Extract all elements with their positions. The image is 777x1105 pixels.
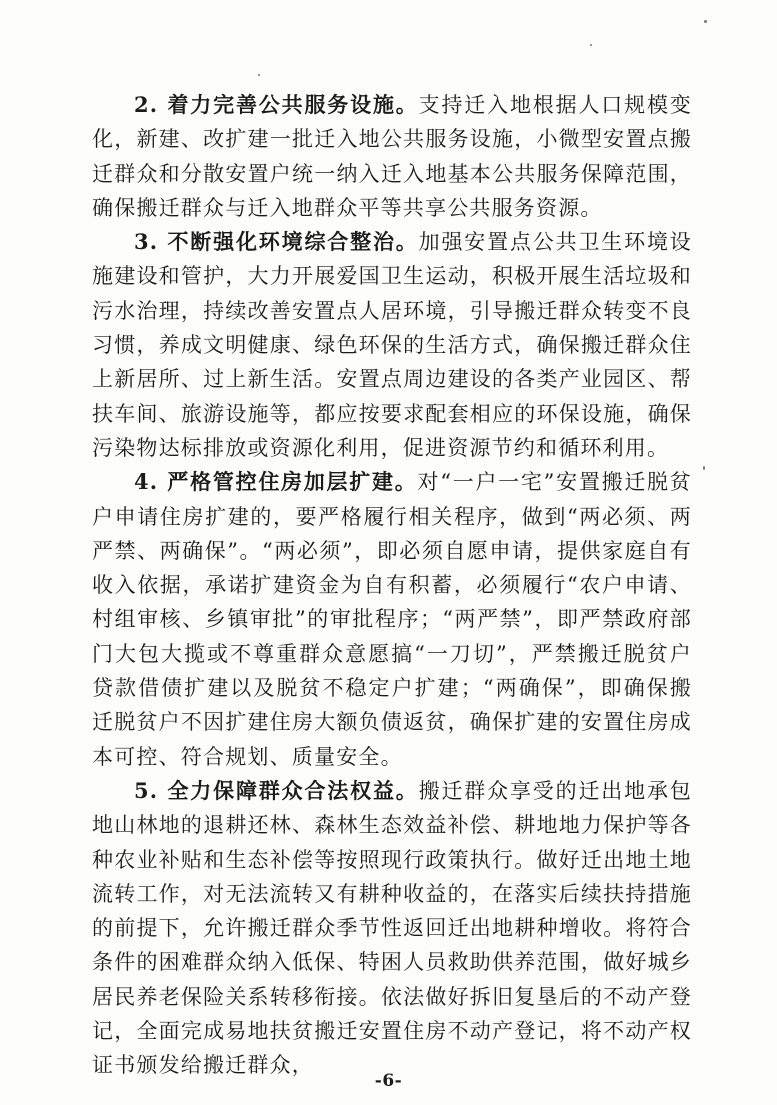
- paragraph-body: 加强安置点公共卫生环境设施建设和管护，大力开展爱国卫生运动，积极开展生活垃圾和污水治理，持续改善安置点人居环境，引导搬迁群众转变不良习惯，养成文明健康、绿色环保的生活方式，确保搬迁群众住上新居所、过上新生活。安置点周边建设的各类产业园区、帮扶车间、旅游设施等，都应按要求配套相应的环保设施，确保污染物达标排放或资源化利用，促进资源节约和循环利用。: [92, 230, 692, 460]
- paragraph-heading: 2. 着力完善公共服务设施。: [134, 92, 419, 117]
- scan-speck: [703, 466, 705, 470]
- paragraph-legal-rights: [92, 774, 692, 1083]
- paragraph-public-services: [92, 88, 692, 225]
- paragraph-body: 对“一户一宅”安置搬迁脱贫户申请住房扩建的，要严格履行相关程序，做到“两必须、两严禁、两确保”。“两必须”，即必须自愿申请，提供家庭自有收入依据，承诺扩建资金为自有积蓄，必须履行“农户申请、村组审核、乡镇审批”的审批程序；“两严禁”，即严禁政府部门大包大揽或不尊重群众意愿搞“一刀切”，严禁搬迁脱贫户贷款借债扩建以及脱贫不稳定户扩建；“两确保”，即确保搬迁脱贫户不因扩建住房大额负债返贫，确保扩建的安置住房成本可控、符合规划、质量安全。: [92, 470, 692, 769]
- paragraph-heading: 4. 严格管控住房加层扩建。: [134, 469, 418, 495]
- paragraph-heading: 3. 不断强化环境综合整治。: [134, 229, 419, 255]
- paragraph-heading: 5. 全力保障群众合法权益。: [134, 777, 419, 803]
- scan-speck: [590, 44, 592, 46]
- document-body: [92, 88, 692, 1083]
- page-number: -6-: [374, 1071, 403, 1091]
- paragraph-body: 支持迁入地根据人口规模变化，新建、改扩建一批迁入地公共服务设施，小微型安置点搬迁群众和分散安置户统一纳入迁入地基本公共服务保障范围，确保搬迁群众与迁入地群众平等共享公共服务资源。: [92, 93, 692, 220]
- scan-speck: [704, 20, 707, 23]
- scan-speck: [258, 74, 260, 76]
- paragraph-housing-expansion: [92, 465, 692, 774]
- paragraph-environment: [92, 225, 692, 465]
- paragraph-body: 搬迁群众享受的迁出地承包地山林地的退耕还林、森林生态效益补偿、耕地地力保护等各种农业补贴和生态补偿等按照现行政策执行。做好迁出地土地流转工作，对无法流转又有耕种收益的，在落实后续扶持措施的前提下，允许搬迁群众季节性返回迁出地耕种增收。将符合条件的困难群众纳入低保、特困人员救助供养范围，做好城乡居民养老保险关系转移衔接。依法做好拆旧复垦后的不动产登记，全面完成易地扶贫搬迁安置住房不动产登记，将不动产权证书颁发给搬迁群众，: [92, 778, 692, 1078]
